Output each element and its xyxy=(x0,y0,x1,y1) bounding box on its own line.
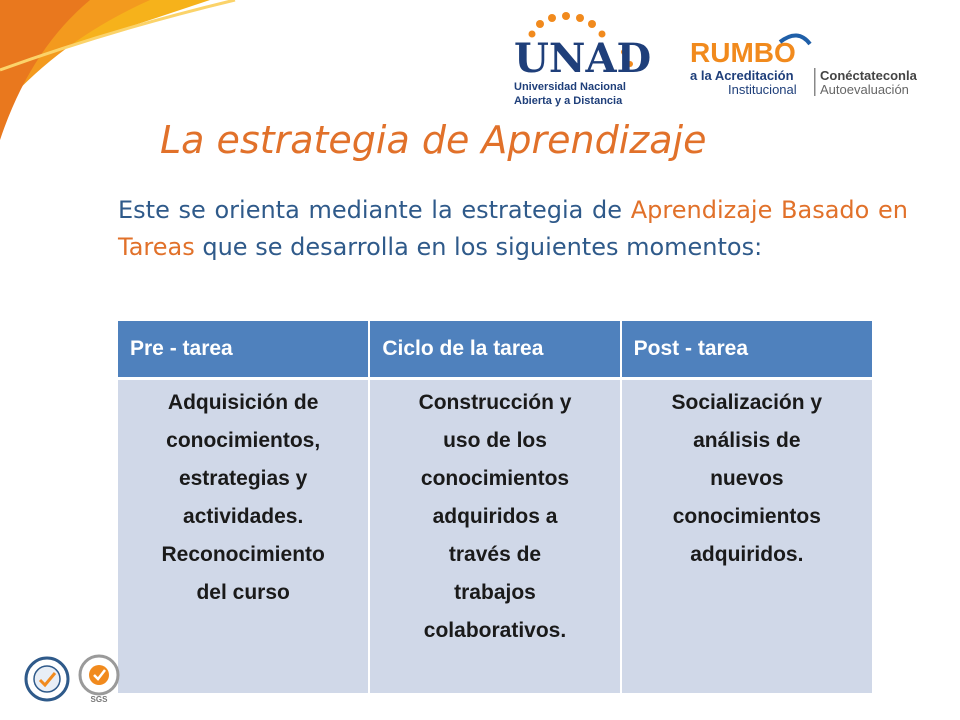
unad-line1: Universidad Nacional xyxy=(514,81,626,93)
cell-line: Socialización y xyxy=(671,391,823,414)
rumbo-mark: RUMBO xyxy=(690,37,796,68)
rumbo-line1: a la Acreditación xyxy=(690,68,794,83)
unad-mark: UNAD xyxy=(514,35,652,82)
intro-text-before: Este se orienta mediante la estrategia de xyxy=(118,196,631,224)
cell-line: través de xyxy=(448,543,542,566)
header-post-tarea: Post - tarea xyxy=(621,321,872,379)
cell-line: del curso xyxy=(196,581,290,604)
table-header-row xyxy=(118,321,872,379)
cell-line: estrategias y xyxy=(178,467,308,490)
cell-line: adquiridos a xyxy=(432,505,558,528)
sgs-seal-icon xyxy=(76,654,122,704)
rumbo-tagline2: Autoevaluación xyxy=(820,82,909,97)
moments-table xyxy=(118,321,872,693)
cell-line: conocimientos xyxy=(672,505,821,528)
cell-line: uso de los xyxy=(443,429,547,452)
certification-seal-icon xyxy=(24,656,70,702)
cell-ciclo-tarea xyxy=(369,379,620,694)
cell-line: nuevos xyxy=(710,467,784,490)
intro-paragraph xyxy=(118,192,908,266)
cell-line: análisis de xyxy=(693,429,801,452)
slide-title: La estrategia de Aprendizaje xyxy=(160,118,707,162)
unad-line2: Abierta y a Distancia xyxy=(514,95,623,107)
rumbo-line2: Institucional xyxy=(728,82,797,97)
intro-highlight: Aprendizaje Basado en Tareas xyxy=(118,196,908,261)
cell-line: Construcción y xyxy=(418,391,572,414)
cell-line: conocimientos xyxy=(420,467,570,490)
rumbo-logo xyxy=(688,28,938,106)
cell-line: Reconocimiento xyxy=(161,543,325,566)
cell-line: adquiridos. xyxy=(690,543,804,566)
header-ciclo-tarea: Ciclo de la tarea xyxy=(369,321,620,379)
rumbo-tagline1: Conéctateconla xyxy=(820,68,917,83)
cell-pre-tarea xyxy=(118,379,369,694)
cell-line: conocimientos, xyxy=(166,429,321,452)
sgs-label: SGS xyxy=(90,695,108,704)
cell-line: actividades. xyxy=(183,505,304,528)
cell-post-tarea xyxy=(621,379,872,694)
unad-logo xyxy=(512,12,652,110)
cell-line: Adquisición de xyxy=(167,391,319,414)
cell-line: trabajos xyxy=(454,581,536,604)
header-pre-tarea: Pre - tarea xyxy=(118,321,369,379)
table-row xyxy=(118,379,872,694)
cell-line: colaborativos. xyxy=(423,619,567,642)
intro-text-after: que se desarrolla en los siguientes momentos: xyxy=(194,233,763,261)
